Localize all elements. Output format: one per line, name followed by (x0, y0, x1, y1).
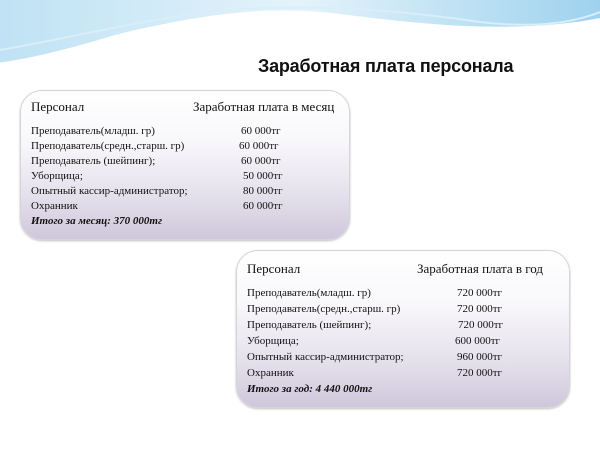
monthly-row-position: Опытный кассир-администратор; (31, 185, 188, 197)
yearly-row-amount: 720 000тг (457, 303, 503, 315)
yearly-row-position: Охранник (247, 367, 294, 379)
yearly-row-position: Преподаватель(младш. гр) (247, 287, 371, 299)
yearly-row-amount: 600 000тг (455, 335, 501, 347)
yearly-row-position: Преподаватель(средн.,старш. гр) (247, 303, 401, 315)
monthly-row-amount: 60 000тг (241, 125, 281, 137)
monthly-row-amount: 60 000тг (239, 140, 279, 152)
monthly-row-position: Преподаватель (шейпинг); (31, 155, 156, 167)
slide-title: Заработная плата персонала (258, 56, 514, 76)
yearly-row-amount: 720 000тг (457, 287, 503, 299)
yearly-col-staff: Персонал (247, 261, 301, 276)
yearly-row-position: Преподаватель (шейпинг); (247, 319, 372, 331)
monthly-row-position: Преподаватель(средн.,старш. гр) (31, 140, 185, 152)
monthly-row-position: Уборщица; (31, 170, 83, 182)
yearly-total: Итого за год: 4 440 000тг (247, 383, 373, 395)
yearly-col-salary: Заработная плата в год (417, 261, 544, 276)
yearly-salary-card (236, 250, 570, 408)
monthly-total: Итого за месяц: 370 000тг (31, 215, 163, 227)
monthly-col-staff: Персонал (31, 99, 85, 114)
yearly-row-position: Уборщица; (247, 335, 299, 347)
monthly-col-salary: Заработная плата в месяц (193, 99, 335, 114)
yearly-row-amount: 720 000тг (457, 367, 503, 379)
monthly-row-position: Охранник (31, 200, 78, 212)
monthly-salary-card (20, 90, 350, 240)
yearly-row-amount: 720 000тг (458, 319, 504, 331)
monthly-row-amount: 50 000тг (243, 170, 283, 182)
monthly-row-amount: 60 000тг (243, 200, 283, 212)
monthly-row-amount: 60 000тг (241, 155, 281, 167)
monthly-row-amount: 80 000тг (243, 185, 283, 197)
yearly-row-amount: 960 000тг (457, 351, 503, 363)
monthly-row-position: Преподаватель(младш. гр) (31, 125, 155, 137)
yearly-row-position: Опытный кассир-администратор; (247, 351, 404, 363)
